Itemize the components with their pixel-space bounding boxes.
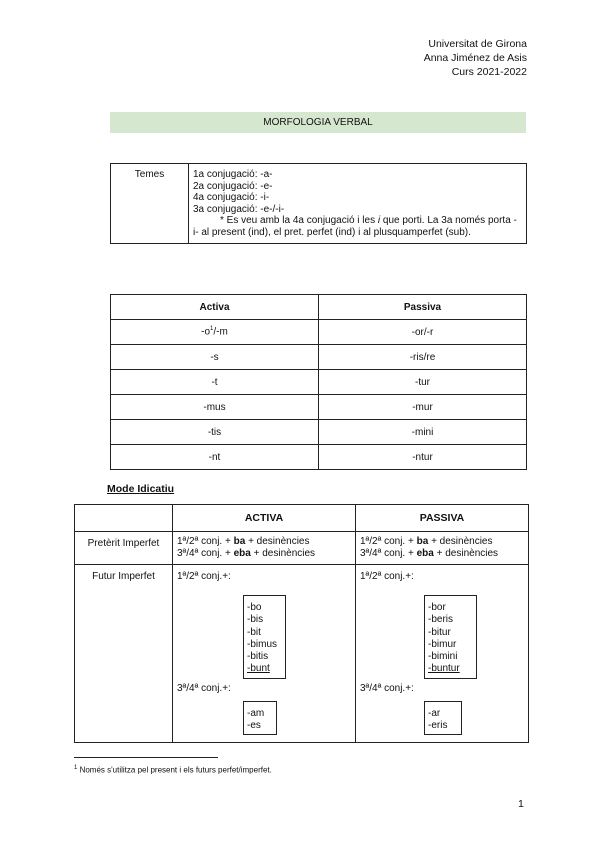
- header-course: Curs 2021-2022: [451, 66, 527, 78]
- temes-label: Temes: [111, 164, 189, 244]
- imperfet-passiva: 1ª/2ª conj. + ba + desinències 3ª/4ª conj. + eba + desinències: [356, 532, 529, 565]
- table-row: [111, 420, 527, 445]
- footnote: [74, 765, 272, 775]
- temes-line: 4a conjugació: -i-: [193, 192, 270, 203]
- page-number: 1: [518, 798, 524, 810]
- endings-box: -ar -eris: [424, 701, 462, 736]
- activa-cell: $-o^1/-m$: [111, 320, 319, 345]
- header-author: Anna Jiménez de Asis: [423, 52, 527, 64]
- temes-table: [110, 163, 527, 244]
- activa-cell: -s: [111, 345, 319, 370]
- footnote-ref: 1: [210, 326, 214, 333]
- endings-box: -am -es: [243, 701, 277, 736]
- passiva-cell: -ris/re: [319, 345, 527, 370]
- endings-table: [110, 294, 527, 470]
- endings-box: -bor -beris -bitur -bimur -bimini -buntur: [424, 595, 477, 679]
- table-row: [111, 445, 527, 470]
- futur-passiva: [356, 565, 529, 743]
- conj-heading: 1ª/2ª conj.+:: [360, 571, 414, 582]
- conj-heading: 3ª/4ª conj.+:: [177, 682, 231, 694]
- table-row: [111, 320, 527, 345]
- passiva-cell: -mur: [319, 395, 527, 420]
- endings-box: -bo -bis -bit -bimus -bitis -bunt: [243, 595, 286, 679]
- conj-heading: 3ª/4ª conj.+:: [360, 682, 414, 694]
- temes-line: 1a conjugació: -a-: [193, 169, 273, 180]
- table-row: [75, 532, 529, 565]
- temes-line: 2a conjugació: -e-: [193, 180, 273, 192]
- activa-cell: -nt: [111, 445, 319, 470]
- temes-content: [189, 164, 527, 244]
- activa-cell: -t: [111, 370, 319, 395]
- passiva-cell: -mini: [319, 420, 527, 445]
- futur-label: Futur Imperfet: [75, 565, 173, 743]
- conj-heading: 1ª/2ª conj.+:: [177, 571, 231, 582]
- activa-cell: -tis: [111, 420, 319, 445]
- futur-activa: [173, 565, 356, 743]
- header-passiva: Passiva: [319, 295, 527, 320]
- activa-cell: -mus: [111, 395, 319, 420]
- document-header: [424, 37, 527, 79]
- header-activa: ACTIVA: [173, 505, 356, 532]
- corner-cell: [75, 505, 173, 532]
- header-university: Universitat de Girona: [428, 38, 527, 50]
- table-row: [111, 370, 527, 395]
- imperfet-activa: 1ª/2ª conj. + ba + desinències 3ª/4ª conj. + eba + desinències: [173, 532, 356, 565]
- footnote-text: Només s'utilitza pel present i els futurs perfet/imperfet.: [79, 765, 272, 775]
- footnote-divider: [74, 757, 218, 758]
- table-row: [111, 345, 527, 370]
- mode-table: [74, 504, 529, 743]
- mode-title: Mode Idicatiu: [107, 483, 175, 495]
- footnote-mark: 1: [74, 765, 78, 771]
- table-row: [111, 395, 527, 420]
- header-activa: Activa: [111, 295, 319, 320]
- page-title: MORFOLOGIA VERBAL: [110, 112, 526, 133]
- temes-line: 3a conjugació: -e-/-i-: [193, 203, 285, 215]
- table-row: [75, 565, 529, 743]
- temes-note: * Es veu amb la 4a conjugació i les i que porti. La 3a només porta -i- al present (ind), el pret. perfet (ind) i al plusquamperfet (sub).: [193, 215, 517, 238]
- passiva-cell: -ntur: [319, 445, 527, 470]
- passiva-cell: -or/-r: [319, 320, 527, 345]
- passiva-cell: -tur: [319, 370, 527, 395]
- header-passiva: PASSIVA: [356, 505, 529, 532]
- imperfet-label: Pretèrit Imperfet: [75, 532, 173, 565]
